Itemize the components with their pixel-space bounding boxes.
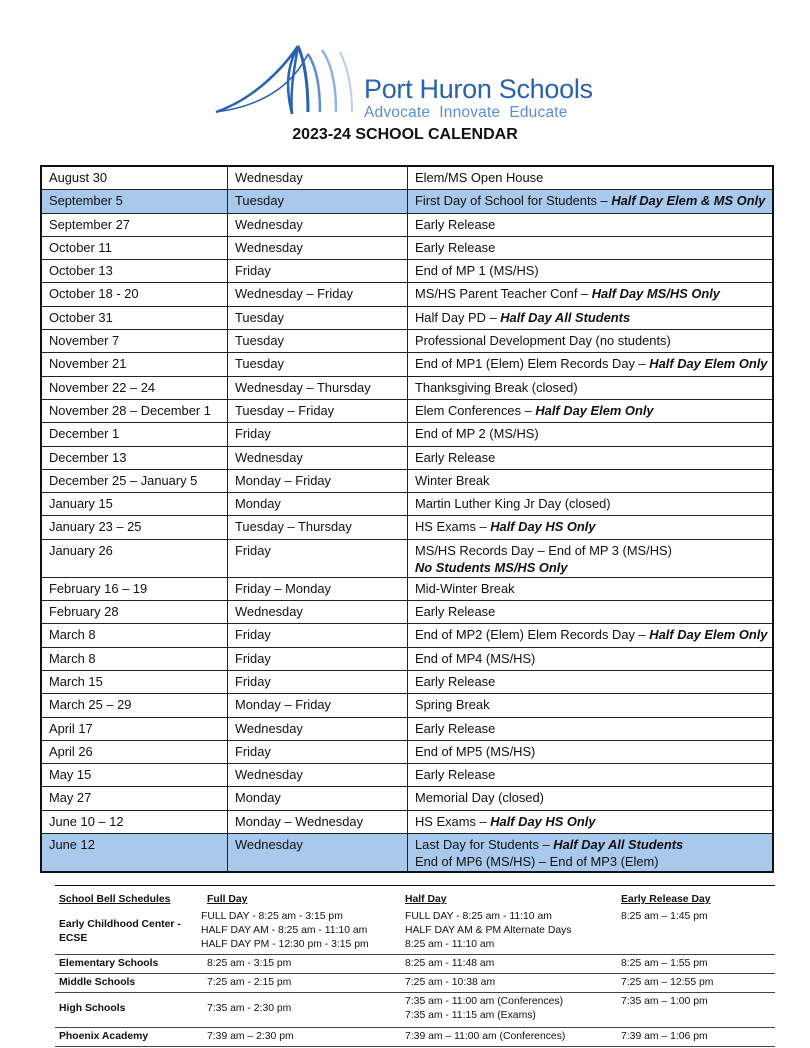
event-text: End of MP 1 (MS/HS) <box>415 263 539 279</box>
calendar-date: November 28 – December 1 <box>41 399 228 422</box>
bell-row <box>55 955 775 974</box>
calendar-date: September 27 <box>41 213 228 236</box>
event-text: Elem Conferences – <box>415 402 536 418</box>
calendar-day: Wednesday <box>228 717 408 740</box>
calendar-day: Tuesday <box>228 306 408 329</box>
calendar-event <box>408 539 774 577</box>
calendar-event <box>408 260 774 283</box>
calendar-row <box>41 516 773 539</box>
calendar-day: Friday <box>228 740 408 763</box>
calendar-day: Friday <box>228 670 408 693</box>
school-name: Elementary Schools <box>59 958 159 969</box>
calendar-event <box>408 810 774 833</box>
bell-schedules-table <box>55 890 775 1047</box>
calendar-date: May 15 <box>41 764 228 787</box>
event-text: Mid-Winter Break <box>415 580 515 596</box>
bell-time: 8:25 am - 11:48 am <box>405 958 495 969</box>
bell-row <box>55 1028 775 1047</box>
calendar-day: Monday <box>228 493 408 516</box>
event-emphasis: Half Day Elem Only <box>649 356 768 372</box>
event-text: Martin Luther King Jr Day (closed) <box>415 496 611 512</box>
calendar-row <box>41 834 773 873</box>
bell-column-header: Half Day <box>405 894 447 905</box>
calendar-event <box>408 764 774 787</box>
calendar-event <box>408 330 774 353</box>
event-text: Winter Break <box>415 472 490 488</box>
calendar-row <box>41 353 773 376</box>
calendar-row <box>41 469 773 492</box>
event-text: Professional Development Day (no students) <box>415 333 671 349</box>
calendar-row <box>41 399 773 422</box>
calendar-day: Monday <box>228 787 408 810</box>
calendar-date: October 31 <box>41 306 228 329</box>
bell-time: FULL DAY - 8:25 am - 3:15 pm <box>201 911 343 922</box>
calendar-date: September 5 <box>41 190 228 213</box>
calendar-row <box>41 446 773 469</box>
calendar-day: Friday <box>228 423 408 446</box>
event-text: End of MP1 (Elem) Elem Records Day – <box>415 356 650 372</box>
event-emphasis: Half Day All Students <box>553 837 684 853</box>
event-emphasis: Half Day All Students <box>500 309 631 325</box>
bell-time-half <box>405 995 563 1023</box>
calendar-day: Wednesday <box>228 166 408 190</box>
bell-time: 7:39 am – 11:00 am (Conferences) <box>405 1031 566 1042</box>
calendar-row <box>41 423 773 446</box>
event-text: End of MP6 (MS/HS) – End of MP3 (Elem) <box>415 854 659 870</box>
calendar-day: Wednesday <box>228 834 408 873</box>
event-text: Early Release <box>415 239 496 255</box>
bell-time: FULL DAY - 8:25 am - 11:10 am <box>405 911 552 922</box>
calendar-event <box>408 283 774 306</box>
calendar-date: August 30 <box>41 166 228 190</box>
calendar-row <box>41 810 773 833</box>
calendar-date: May 27 <box>41 787 228 810</box>
bell-column-header: School Bell Schedules <box>59 894 171 905</box>
calendar-date: February 28 <box>41 601 228 624</box>
calendar-event <box>408 446 774 469</box>
bell-time: 8:25 am - 11:10 am <box>405 939 495 950</box>
bell-time: 7:35 am - 2:30 pm <box>207 1003 292 1014</box>
bell-time: 7:39 am – 2:30 pm <box>207 1031 294 1042</box>
bell-column-header: Early Release Day <box>621 894 711 905</box>
event-text: Last Day for Students – <box>415 837 554 853</box>
event-text: End of MP4 (MS/HS) <box>415 650 536 666</box>
calendar-row <box>41 493 773 516</box>
event-text: HS Exams – <box>415 813 491 829</box>
calendar-event <box>408 353 774 376</box>
event-emphasis: Half Day HS Only <box>490 813 596 829</box>
bell-time-full <box>207 957 291 971</box>
calendar-row <box>41 764 773 787</box>
calendar-event <box>408 306 774 329</box>
org-tagline: Advocate Innovate Educate <box>364 104 568 121</box>
bell-time-early <box>621 976 713 990</box>
calendar-event <box>408 694 774 717</box>
calendar-day: Monday – Friday <box>228 694 408 717</box>
calendar-date: November 22 – 24 <box>41 376 228 399</box>
page-title: 2023-24 SCHOOL CALENDAR <box>292 126 518 143</box>
calendar-row <box>41 740 773 763</box>
calendar-day: Tuesday <box>228 190 408 213</box>
calendar-date: October 13 <box>41 260 228 283</box>
bell-header-row <box>55 890 775 908</box>
bell-row <box>55 974 775 993</box>
bell-row <box>55 993 775 1028</box>
calendar-event <box>408 376 774 399</box>
event-emphasis: Half Day MS/HS Only <box>591 286 720 302</box>
bell-time-full <box>207 1030 294 1044</box>
calendar-day: Wednesday <box>228 764 408 787</box>
event-text: End of MP 2 (MS/HS) <box>415 426 539 442</box>
calendar-row <box>41 539 773 577</box>
bell-time-half <box>405 976 495 990</box>
divider <box>55 885 775 886</box>
event-text: Early Release <box>415 604 496 620</box>
calendar-date: March 15 <box>41 670 228 693</box>
bell-time: 8:25 am – 1:45 pm <box>621 911 708 922</box>
calendar-event <box>408 624 774 647</box>
bell-time: 7:35 am - 11:00 am (Conferences) <box>405 996 564 1007</box>
event-text: Early Release <box>415 216 496 232</box>
bell-time-half <box>405 910 572 952</box>
calendar-row <box>41 376 773 399</box>
calendar-day: Monday – Wednesday <box>228 810 408 833</box>
calendar-day: Friday <box>228 624 408 647</box>
calendar-row <box>41 330 773 353</box>
calendar-date: March 8 <box>41 624 228 647</box>
calendar-day: Wednesday – Friday <box>228 283 408 306</box>
calendar-event <box>408 213 774 236</box>
calendar-event <box>408 399 774 422</box>
calendar-day: Wednesday <box>228 446 408 469</box>
calendar-date: April 26 <box>41 740 228 763</box>
event-text: Memorial Day (closed) <box>415 790 544 806</box>
org-name: Port Huron Schools <box>364 74 593 104</box>
sail-swoosh-logo-icon <box>212 40 362 120</box>
calendar-day: Tuesday <box>228 353 408 376</box>
calendar-event <box>408 493 774 516</box>
calendar-row <box>41 694 773 717</box>
event-text: MS/HS Parent Teacher Conf – <box>415 286 592 302</box>
event-text: Early Release <box>415 673 496 689</box>
event-text: Spring Break <box>415 697 490 713</box>
bell-time-half <box>405 957 494 971</box>
event-text: Early Release <box>415 720 496 736</box>
calendar-event <box>408 787 774 810</box>
calendar-date: January 26 <box>41 539 228 577</box>
bell-time-early <box>621 910 708 924</box>
bell-row <box>55 908 775 955</box>
calendar-date: December 25 – January 5 <box>41 469 228 492</box>
calendar-event <box>408 717 774 740</box>
calendar-date: December 13 <box>41 446 228 469</box>
calendar-row <box>41 601 773 624</box>
calendar-date: January 15 <box>41 493 228 516</box>
event-text: Half Day PD – <box>415 309 501 325</box>
event-text: Early Release <box>415 767 496 783</box>
event-emphasis: Half Day HS Only <box>490 519 596 535</box>
calendar-row <box>41 260 773 283</box>
calendar-row <box>41 787 773 810</box>
calendar-day: Friday <box>228 539 408 577</box>
bell-time: 7:25 am - 10:38 am <box>405 977 496 988</box>
bell-time: 7:35 am – 1:00 pm <box>621 996 708 1007</box>
bell-time-half <box>405 1030 565 1044</box>
calendar-date: February 16 – 19 <box>41 577 228 600</box>
calendar-event <box>408 236 774 259</box>
school-name: High Schools <box>59 1003 126 1014</box>
bell-time-full <box>207 976 291 990</box>
bell-time: 7:25 am – 12:55 pm <box>621 977 714 988</box>
bell-time-early <box>621 995 708 1009</box>
calendar-row <box>41 670 773 693</box>
calendar-date: March 8 <box>41 647 228 670</box>
event-emphasis: No Students MS/HS Only <box>415 559 568 575</box>
calendar-event <box>408 166 774 190</box>
bell-time: HALF DAY AM - 8:25 am - 11:10 am <box>201 925 368 936</box>
bell-time: 7:25 am - 2:15 pm <box>207 977 292 988</box>
calendar-row <box>41 717 773 740</box>
calendar-row <box>41 213 773 236</box>
calendar-date: November 7 <box>41 330 228 353</box>
event-text: First Day of School for Students – <box>415 193 612 209</box>
calendar-row <box>41 236 773 259</box>
calendar-date: December 1 <box>41 423 228 446</box>
calendar-event <box>408 601 774 624</box>
event-text: End of MP5 (MS/HS) <box>415 743 536 759</box>
calendar-date: June 10 – 12 <box>41 810 228 833</box>
calendar-date: January 23 – 25 <box>41 516 228 539</box>
calendar-day: Wednesday – Thursday <box>228 376 408 399</box>
bell-time: HALF DAY AM & PM Alternate Days <box>405 925 572 936</box>
bell-column-header: Full Day <box>207 894 248 905</box>
calendar-day: Tuesday <box>228 330 408 353</box>
event-text: Elem/MS Open House <box>415 170 544 185</box>
event-text: End of MP2 (Elem) Elem Records Day – <box>415 627 650 643</box>
bell-time: 7:35 am - 11:15 am (Exams) <box>405 1010 536 1021</box>
calendar-date: March 25 – 29 <box>41 694 228 717</box>
calendar-date: April 17 <box>41 717 228 740</box>
calendar-event <box>408 516 774 539</box>
calendar-day: Tuesday – Friday <box>228 399 408 422</box>
calendar-date: October 11 <box>41 236 228 259</box>
calendar-event <box>408 670 774 693</box>
calendar-day: Wednesday <box>228 236 408 259</box>
school-name: Phoenix Academy <box>59 1031 149 1042</box>
calendar-date: October 18 - 20 <box>41 283 228 306</box>
calendar-event <box>408 740 774 763</box>
calendar-row <box>41 577 773 600</box>
calendar-event <box>408 469 774 492</box>
school-name: Early Childhood Center - ECSE <box>59 919 181 944</box>
bell-time-early <box>621 1030 708 1044</box>
calendar-row <box>41 190 773 213</box>
calendar-day: Friday <box>228 647 408 670</box>
calendar-row <box>41 306 773 329</box>
event-text: Thanksgiving Break (closed) <box>415 379 578 395</box>
event-emphasis: Half Day Elem Only <box>649 627 768 643</box>
event-text: HS Exams – <box>415 519 491 535</box>
calendar-row <box>41 283 773 306</box>
event-emphasis: Half Day Elem & MS Only <box>611 193 766 209</box>
school-calendar-table <box>40 165 774 873</box>
calendar-date: June 12 <box>41 834 228 873</box>
bell-time-full <box>207 1002 291 1016</box>
calendar-day: Friday – Monday <box>228 577 408 600</box>
calendar-row <box>41 647 773 670</box>
bell-time: 8:25 am - 3:15 pm <box>207 958 292 969</box>
event-text: Early Release <box>415 449 496 465</box>
event-emphasis: Half Day Elem Only <box>535 402 654 418</box>
bell-time-early <box>621 957 708 971</box>
bell-time: 7:39 am – 1:06 pm <box>621 1031 708 1042</box>
page-header <box>0 0 810 160</box>
calendar-day: Monday – Friday <box>228 469 408 492</box>
calendar-event <box>408 190 774 213</box>
calendar-event <box>408 423 774 446</box>
calendar-date: November 21 <box>41 353 228 376</box>
bell-time: HALF DAY PM - 12:30 pm - 3:15 pm <box>201 939 369 950</box>
bell-time: 8:25 am – 1:55 pm <box>621 958 708 969</box>
calendar-day: Tuesday – Thursday <box>228 516 408 539</box>
calendar-day: Wednesday <box>228 213 408 236</box>
school-name: Middle Schools <box>59 977 136 988</box>
event-text: MS/HS Records Day – End of MP 3 (MS/HS) <box>415 542 672 558</box>
calendar-row <box>41 166 773 190</box>
calendar-event <box>408 577 774 600</box>
calendar-event <box>408 834 774 873</box>
calendar-event <box>408 647 774 670</box>
calendar-day: Friday <box>228 260 408 283</box>
calendar-day: Wednesday <box>228 601 408 624</box>
bell-time-full <box>201 910 369 952</box>
calendar-row <box>41 624 773 647</box>
